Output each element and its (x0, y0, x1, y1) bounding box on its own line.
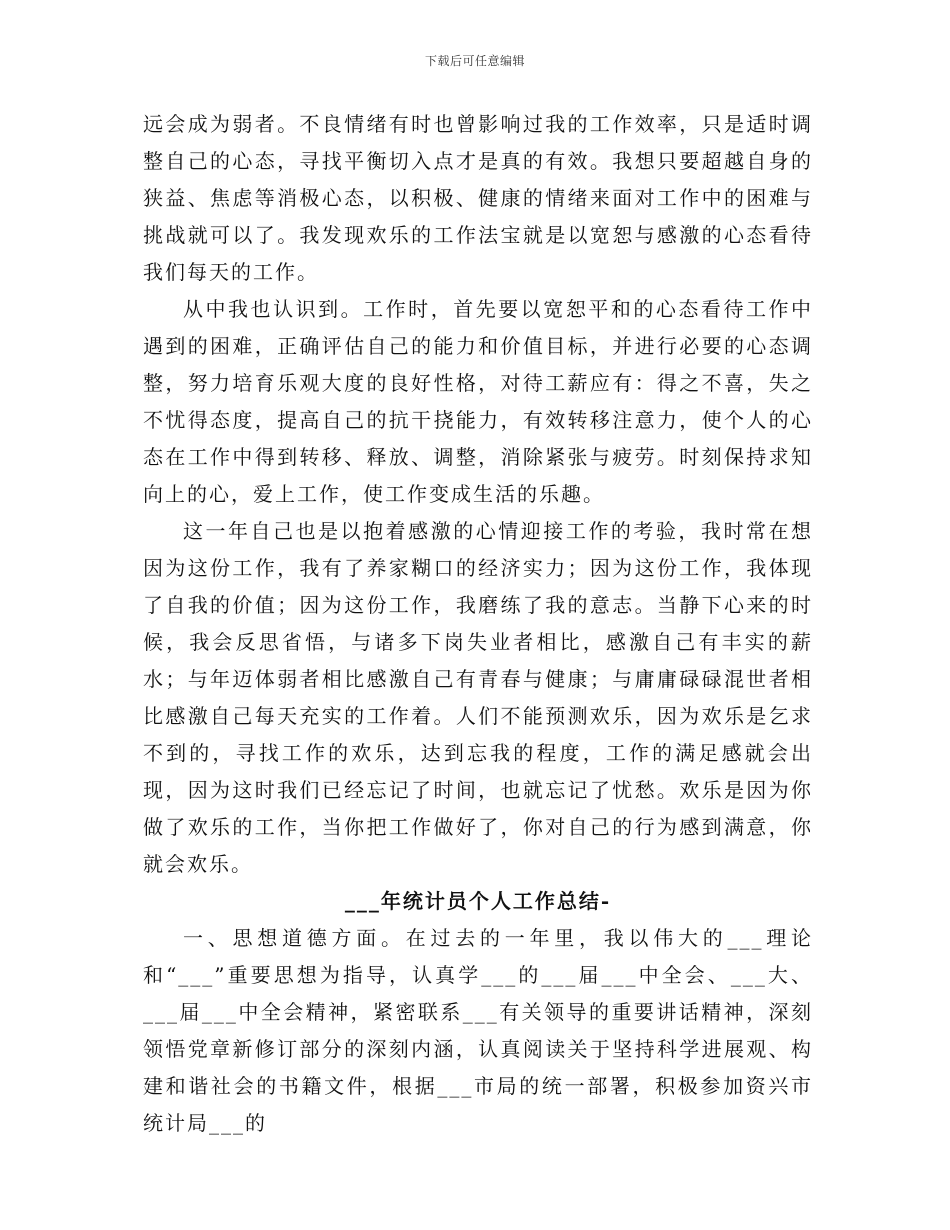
document-body (143, 106, 813, 1142)
section-heading: ___年统计员个人工作总结- (344, 889, 612, 913)
section-paragraph: 一、思想道德方面。在过去的一年里，我以伟大的___理论和“___”重要思想为指导，认真学___的___届___中全会、___大、___届___中全会精神，紧密联系___有关领导的重要讲话精神，深刻领悟党章新修订部分的深刻内涵，认真阅读关于坚持科学进展观、构建和谐社会的书籍文件，根据___市局的统一部署，积极参加资兴市统计局___的 (143, 926, 813, 1135)
page-header: 下载后可任意编辑 (424, 54, 525, 68)
paragraph-3: 这一年自己也是以抱着感激的心情迎接工作的考验，我时常在想因为这份工作，我有了养家糊口的经济实力；因为这份工作，我体现了自我的价值；因为这份工作，我磨练了我的意志。当静下心来的时候，我会反思省悟，与诸多下岗失业者相比，感激自己有丰实的薪水；与年迈体弱者相比感激自己有青春与健康；与庸庸碌碌混世者相比感激自己每天充实的工作着。人们不能预测欢乐，因为欢乐是乞求不到的，寻找工作的欢乐，达到忘我的程度，工作的满足感就会出现，因为这时我们已经忘记了时间，也就忘记了忧愁。欢乐是因为你做了欢乐的工作，当你把工作做好了，你对自己的行为感到满意，你就会欢乐。 (143, 519, 813, 876)
paragraph-2: 从中我也认识到。工作时，首先要以宽恕平和的心态看待工作中遇到的困难，正确评估自己的能力和价值目标，并进行必要的心态调整，努力培育乐观大度的良好性格，对待工薪应有：得之不喜，失之不忧得态度，提高自己的抗干挠能力，有效转移注意力，使个人的心态在工作中得到转移、释放、调整，消除紧张与疲劳。时刻保持求知向上的心，爱上工作，使工作变成生活的乐趣。 (143, 297, 813, 506)
paragraph-1: 远会成为弱者。不良情绪有时也曾影响过我的工作效率，只是适时调整自己的心态，寻找平衡切入点才是真的有效。我想只要超越自身的狭益、焦虑等消极心态，以积极、健康的情绪来面对工作中的困难与挑战就可以了。我发现欢乐的工作法宝就是以宽恕与感激的心态看待我们每天的工作。 (143, 112, 813, 284)
